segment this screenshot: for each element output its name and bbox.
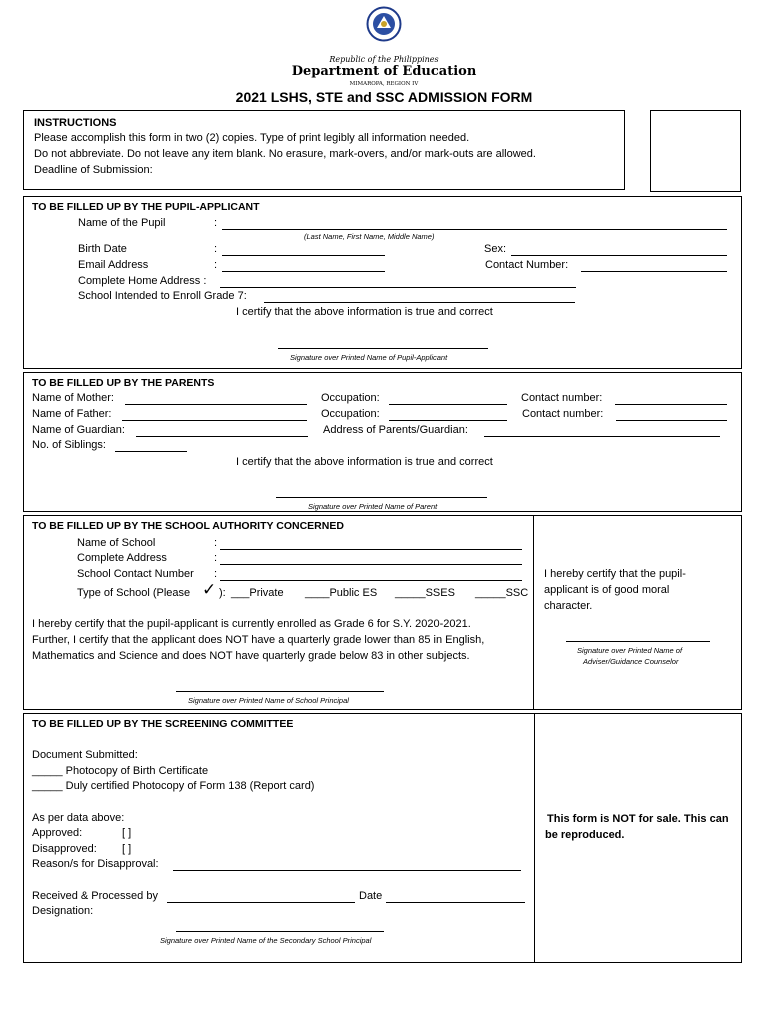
mother-field[interactable] <box>125 404 307 405</box>
guardian-field[interactable] <box>136 436 308 437</box>
sex-label: Sex: <box>484 243 507 255</box>
parents-signature-caption: Signature over Printed Name of Parent <box>308 502 438 511</box>
not-for-sale-note: This form is NOT for sale. This can <box>547 813 729 825</box>
parents-heading: TO BE FILLED UP BY THE PARENTS <box>32 377 215 389</box>
address-parents-field[interactable] <box>484 436 720 437</box>
moral-cert-text: applicant is of good moral <box>544 584 670 596</box>
pupil-name-hint: (Last Name, First Name, Middle Name) <box>304 232 435 241</box>
region-text: MIMAROPA, REGION IV <box>349 81 419 87</box>
school-cert-text: Mathematics and Science and does NOT have quarterly grade below 83 in other subjects. <box>32 650 470 662</box>
principal-signature-line[interactable] <box>176 691 384 692</box>
school-intended-field[interactable] <box>264 302 575 303</box>
home-address-label: Complete Home Address : <box>78 275 207 287</box>
father-field[interactable] <box>122 420 307 421</box>
pupil-signature-caption: Signature over Printed Name of Pupil-Applicant <box>290 353 448 362</box>
address-parents-label: Address of Parents/Guardian: <box>323 424 468 436</box>
screening-heading: TO BE FILLED UP BY THE SCREENING COMMITTEE <box>32 718 294 730</box>
department-title: Department of Education <box>291 64 477 79</box>
mother-occupation-field[interactable] <box>389 404 507 405</box>
photo-box[interactable] <box>650 110 741 192</box>
school-principal-signature-line[interactable] <box>176 931 384 932</box>
parents-section <box>23 372 742 512</box>
mother-label: Name of Mother: <box>32 392 114 404</box>
father-contact-field[interactable] <box>616 420 727 421</box>
school-address-label: Complete Address <box>77 552 167 564</box>
reasons-label: Reason/s for Disapproval: <box>32 858 159 870</box>
pupil-heading: TO BE FILLED UP BY THE PUPIL-APPLICANT <box>32 201 260 213</box>
school-type-label: Type of School (Please <box>77 587 191 599</box>
email-field[interactable] <box>222 271 385 272</box>
adviser-signature-caption: Adviser/Guidance Counselor <box>583 657 679 666</box>
pupil-signature-line[interactable] <box>278 348 488 349</box>
mother-occupation-label: Occupation: <box>321 392 380 404</box>
instructions-line: Do not abbreviate. Do not leave any item blank. No erasure, mark-overs, and/or mark-outs are allowed. <box>34 148 536 160</box>
home-address-field[interactable] <box>220 287 576 288</box>
contact-number-label: Contact Number: <box>485 259 569 271</box>
father-occupation-label: Occupation: <box>321 408 380 420</box>
deadline-label: Deadline of Submission: <box>34 164 153 176</box>
disapproved-checkbox[interactable]: [ ] <box>122 843 132 855</box>
birth-date-field[interactable] <box>222 255 385 256</box>
mother-contact-label: Contact number: <box>521 392 603 404</box>
date-field[interactable] <box>386 902 525 903</box>
approved-label: Approved: <box>32 827 83 839</box>
document-form-138[interactable]: _____ Duly certified Photocopy of Form 138 (Report card) <box>32 780 315 792</box>
pupil-name-label: Name of the Pupil <box>78 217 166 229</box>
designation-label: Designation: <box>32 905 94 917</box>
parents-certify-text: I certify that the above information is true and correct <box>236 456 493 468</box>
school-type-sses[interactable]: _____SSES <box>395 587 455 599</box>
documents-label: Document Submitted: <box>32 749 138 761</box>
as-per-label: As per data above: <box>32 812 125 824</box>
checkmark-icon: ✓ <box>202 580 217 599</box>
instructions-heading: INSTRUCTIONS <box>34 117 117 129</box>
school-address-field[interactable] <box>220 564 522 565</box>
moral-cert-text: I hereby certify that the pupil- <box>544 568 686 580</box>
received-label: Received & Processed by <box>32 890 158 902</box>
form-title: 2021 LSHS, STE and SSC ADMISSION FORM <box>235 89 533 105</box>
school-contact-label: School Contact Number <box>77 568 194 580</box>
received-field[interactable] <box>167 902 355 903</box>
moral-cert-text: character. <box>544 600 593 612</box>
pupil-certify-text: I certify that the above information is true and correct <box>236 306 493 318</box>
republic-text: Republic of the Philippines <box>329 55 439 64</box>
contact-number-field[interactable] <box>581 271 727 272</box>
school-contact-field[interactable] <box>220 580 522 581</box>
principal-signature-caption: Signature over Printed Name of School Principal <box>188 696 349 705</box>
adviser-box <box>533 515 742 710</box>
school-type-private[interactable]: ___Private <box>231 587 284 599</box>
date-label: Date <box>359 890 383 902</box>
not-for-sale-note: be reproduced. <box>545 829 625 841</box>
siblings-label: No. of Siblings: <box>32 439 106 451</box>
deped-seal-icon <box>366 6 402 42</box>
guardian-label: Name of Guardian: <box>32 424 125 436</box>
school-principal-signature-caption: Signature over Printed Name of the Secondary School Principal <box>160 936 372 945</box>
approved-checkbox[interactable]: [ ] <box>122 827 132 839</box>
document-birth-certificate[interactable]: _____ Photocopy of Birth Certificate <box>32 765 209 777</box>
school-type-public-es[interactable]: ____Public ES <box>305 587 378 599</box>
email-label: Email Address <box>78 259 149 271</box>
school-name-label: Name of School <box>77 537 156 549</box>
sex-field[interactable] <box>511 255 727 256</box>
pupil-name-field[interactable] <box>222 229 727 230</box>
school-cert-text: I hereby certify that the pupil-applicant is currently enrolled as Grade 6 for S.Y. 2020-2021. <box>32 618 471 630</box>
reasons-field[interactable] <box>173 870 521 871</box>
parents-signature-line[interactable] <box>276 497 487 498</box>
disapproved-label: Disapproved: <box>32 843 97 855</box>
school-heading: TO BE FILLED UP BY THE SCHOOL AUTHORITY CONCERNED <box>32 520 344 532</box>
siblings-field[interactable] <box>115 451 187 452</box>
father-contact-label: Contact number: <box>522 408 604 420</box>
instructions-line: Please accomplish this form in two (2) copies. Type of print legibly all information needed. <box>34 132 470 144</box>
school-cert-text: Further, I certify that the applicant does NOT have a quarterly grade lower than 85 in English, <box>32 634 485 646</box>
birth-date-label: Birth Date <box>78 243 127 255</box>
father-occupation-field[interactable] <box>389 420 507 421</box>
mother-contact-field[interactable] <box>615 404 727 405</box>
school-intended-label: School Intended to Enroll Grade 7: <box>78 290 247 302</box>
school-name-field[interactable] <box>220 549 522 550</box>
adviser-signature-caption: Signature over Printed Name of <box>577 646 683 655</box>
adviser-signature-line[interactable] <box>566 641 710 642</box>
father-label: Name of Father: <box>32 408 112 420</box>
school-type-ssc[interactable]: _____SSC <box>475 587 529 599</box>
